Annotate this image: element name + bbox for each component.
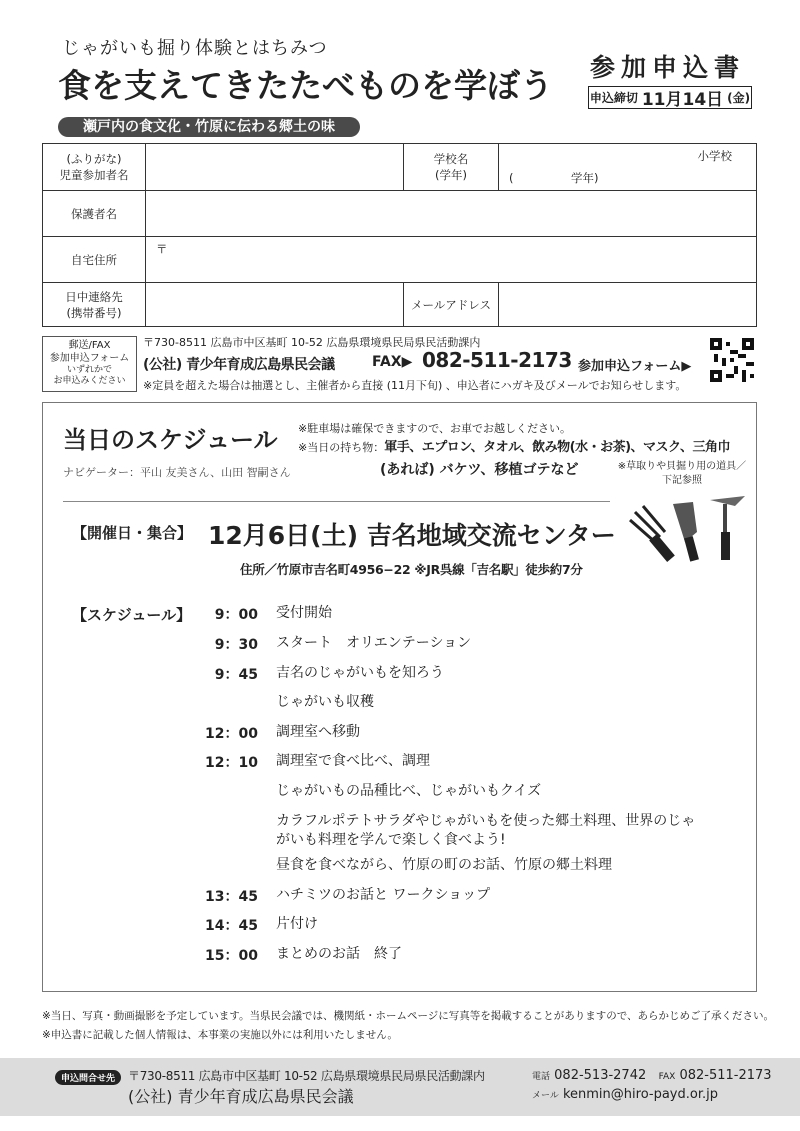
activity: 調理室で食べ比べ、調理 <box>276 753 430 769</box>
footer-phone-fax <box>532 1068 772 1083</box>
grade-label-text: (学年) <box>435 168 467 182</box>
mail-label: メール <box>532 1091 559 1101</box>
lottery-note: ※定員を超えた場合は抽選とし、主催者から直接 (11月下旬) 、申込者にハガキ及びメールでお知らせします。 <box>143 379 687 392</box>
schedule-row <box>200 752 430 772</box>
tel-number: 082-513-2742 <box>554 1068 647 1083</box>
school-label-text: 学校名 <box>433 152 469 166</box>
time: 9：45 <box>214 667 258 683</box>
contact-label <box>43 283 146 327</box>
schedule-row <box>200 782 541 801</box>
box-line-1: 郵送/FAX <box>68 340 111 351</box>
activity: まとめのお話 終了 <box>276 946 402 962</box>
time: 9：00 <box>214 607 258 623</box>
schedule-row <box>200 634 471 654</box>
fax-number: 082-511-2173 <box>679 1068 772 1083</box>
activity: 吉名のじゃがいもを知ろう <box>276 665 444 681</box>
contact-badge: 申込問合せ先 <box>55 1070 121 1085</box>
time <box>200 782 258 801</box>
fax-label: FAX▶ <box>372 354 413 370</box>
activity: じゃがいも収穫 <box>276 694 374 710</box>
schedule-row <box>200 723 360 743</box>
contact-label-text: 日中連絡先 <box>65 289 123 304</box>
submission-address: 〒730-8511 広島市中区基町 10-52 広島県環境県民局県民活動課内 <box>143 336 481 349</box>
address-field[interactable] <box>146 237 757 283</box>
address-label: 自宅住所 <box>43 237 146 283</box>
box-line-4: お申込みください <box>53 376 126 386</box>
schedule-row <box>200 886 490 906</box>
photo-note: ※当日、写真・動画撮影を予定しています。当県民会議では、機関紙・ホームページに写真等を掲載することがありますので、あらかじめご了承ください。 <box>42 1010 775 1022</box>
schedule-row <box>200 945 402 965</box>
schedule-row <box>200 812 696 850</box>
child-label: 児童参加者名 <box>59 168 129 182</box>
activity: 昼食を食べながら、竹原の町のお話、竹原の郷土料理 <box>276 857 612 873</box>
bring-items: 軍手、エプロン、タオル、飲み物(水・お茶)、マスク、三角巾 <box>384 440 731 455</box>
email-label: メールアドレス <box>404 283 499 327</box>
time: 12：00 <box>205 726 258 742</box>
child-name-label <box>43 144 146 191</box>
footer-org: (公社) 青少年育成広島県民会議 <box>128 1087 354 1106</box>
grade-text: ( 学年) <box>509 171 599 185</box>
tel-label: 電話 <box>532 1072 551 1082</box>
activity: 片付け <box>276 916 318 932</box>
activity: 受付開始 <box>276 605 332 621</box>
schedule-row <box>200 693 374 712</box>
venue-address: 住所／竹原市吉名町4956−22 ※JR呉線「吉名駅」徒歩約7分 <box>240 562 583 577</box>
schedule-row <box>200 915 318 935</box>
application-form-link[interactable]: 参加申込フォーム▶ <box>578 359 692 374</box>
time: 12：10 <box>205 755 258 771</box>
time <box>200 856 258 875</box>
activity: じゃがいもの品種比べ、じゃがいもクイズ <box>276 783 542 799</box>
mobile-label-text: (携帯番号) <box>66 305 122 320</box>
activity: カラフルポテトサラダやじゃがいもを使った郷土料理、世界のじゃがいも料理を学んで楽しく食べよう! <box>276 813 696 848</box>
footnotes <box>42 1007 774 1045</box>
furigana-label: (ふりがな) <box>66 152 122 166</box>
activity: スタート オリエンテーション <box>276 635 472 651</box>
application-form-table <box>42 143 757 327</box>
school-field[interactable] <box>499 144 757 191</box>
bring-label: ※当日の持ち物： <box>298 441 385 454</box>
parking-note: ※駐車場は確保できますので、お車でお越しください。 <box>298 422 571 435</box>
activity: 調理室へ移動 <box>276 724 360 740</box>
tools-note <box>612 460 752 488</box>
school-label <box>404 144 499 191</box>
schedule-divider <box>63 501 610 502</box>
event-date-venue: 12月6日(土) 吉名地域交流センター <box>208 521 616 550</box>
contact-field[interactable] <box>146 283 404 327</box>
schedule-label: 【スケジュール】 <box>72 606 192 624</box>
footer-email <box>532 1087 718 1102</box>
tools-note-2: 下記参照 <box>662 475 702 486</box>
box-line-3: いずれかで <box>66 365 112 375</box>
time <box>200 812 258 850</box>
qr-code-icon[interactable] <box>710 338 754 382</box>
items-to-bring <box>298 436 730 455</box>
time: 14：45 <box>205 918 258 934</box>
schedule-row <box>200 856 612 875</box>
fax-number[interactable]: 082-511-2173 <box>422 348 572 372</box>
activity: ハチミツのお話と ワークショップ <box>276 887 491 903</box>
email-field[interactable] <box>499 283 757 327</box>
tools-note-1: ※草取りや貝掘り用の道具／ <box>617 461 747 472</box>
footer-address: 〒730-8511 広島市中区基町 10-52 広島県環境県民局県民活動課内 <box>128 1069 485 1083</box>
schedule-row <box>200 664 444 684</box>
optional-items: (あれば) バケツ、移植ゴテなど <box>380 462 579 478</box>
navigator: ナビゲーター：平山 友美さん、山田 智嗣さん <box>63 466 291 479</box>
event-subtitle: じゃがいも掘り体験とはちみつ <box>62 38 328 59</box>
postal-mark: 〒 <box>156 242 168 256</box>
deadline-box <box>588 86 752 109</box>
schedule-row <box>200 604 332 624</box>
deadline-date: 11月14日 <box>641 90 724 110</box>
child-name-field[interactable] <box>146 144 404 191</box>
deadline-day: (金) <box>727 91 751 105</box>
time <box>200 693 258 712</box>
schedule-heading: 当日のスケジュール <box>63 426 278 454</box>
guardian-field[interactable] <box>146 191 757 237</box>
privacy-note: ※申込書に記載した個人情報は、本事業の実施以外には利用いたしません。 <box>42 1029 398 1041</box>
page-title: 食を支えてきたたべものを学ぼう <box>58 66 553 105</box>
garden-tools-icon <box>625 492 755 572</box>
org-name: (公社) 青少年育成広島県民会議 <box>143 357 335 373</box>
time: 13：45 <box>205 889 258 905</box>
guardian-label: 保護者名 <box>43 191 146 237</box>
deadline-label: 申込締切 <box>589 91 638 105</box>
time: 15：00 <box>205 948 258 964</box>
box-line-2: 参加申込フォーム <box>49 353 130 364</box>
fax-label: FAX <box>658 1072 676 1082</box>
email-link[interactable]: kenmin@hiro-payd.or.jp <box>562 1087 718 1102</box>
tagline-band: 瀬戸内の食文化・竹原に伝わる郷土の味 <box>58 117 360 137</box>
school-suffix: 小学校 <box>697 149 732 163</box>
time: 9：30 <box>214 637 258 653</box>
form-name: 参加申込書 <box>590 53 746 82</box>
event-label: 【開催日・集合】 <box>72 524 193 542</box>
submission-methods-box <box>42 336 137 392</box>
